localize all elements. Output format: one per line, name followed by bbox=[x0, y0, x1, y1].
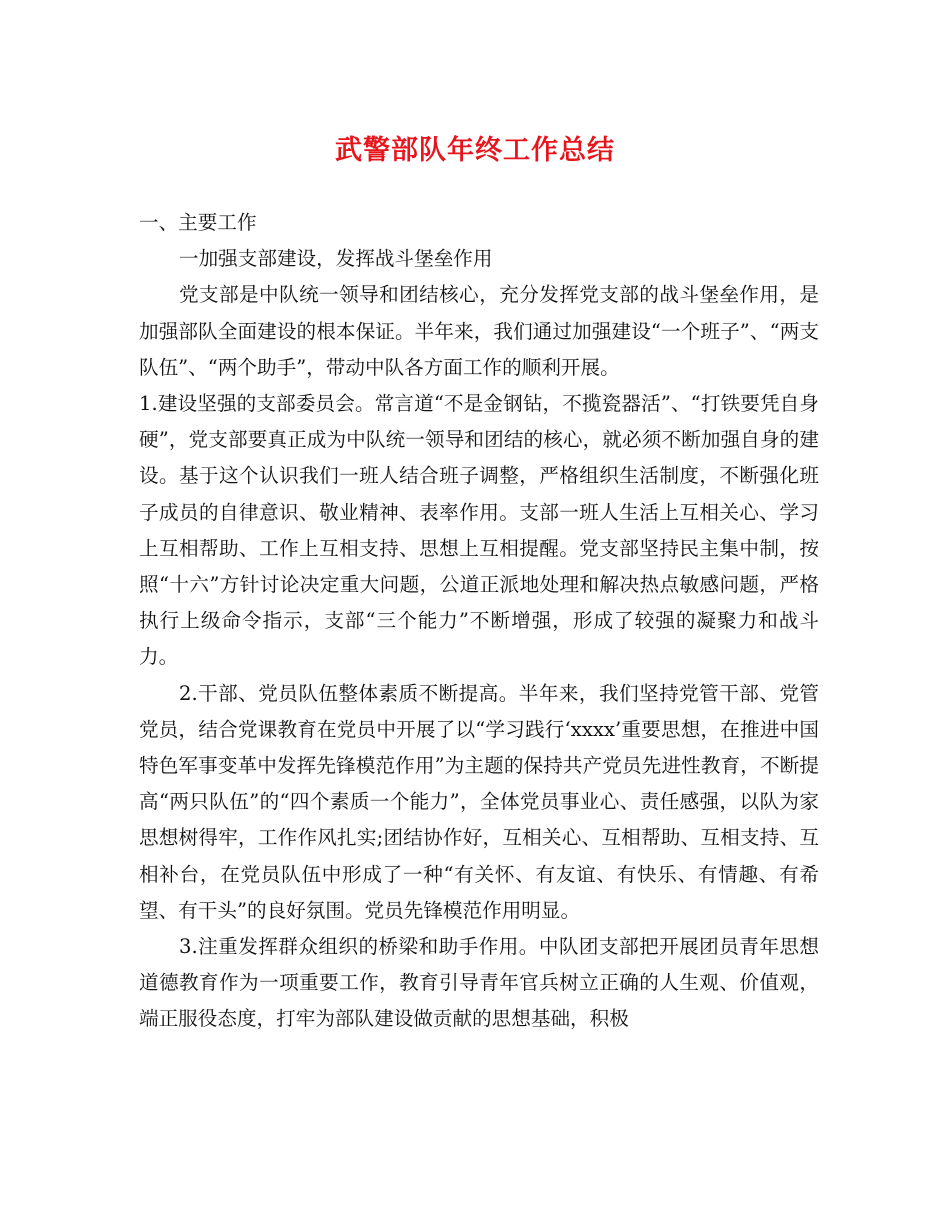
paragraph-item-3: 3.注重发挥群众组织的桥梁和助手作用。中队团支部把开展团员青年思想道德教育作为一项重要工作，教育引导青年官兵树立正确的人生观、价值观，端正服役态度，打牢为部队建设做贡献的思想基础，积极 bbox=[139, 935, 819, 1031]
paragraph-item-1: 1.建设坚强的支部委员会。常言道“不是金钢钻，不揽瓷器活”、“打铁要凭自身硬”，党支部要真正成为中队统一领导和团结的核心，就必须不断加强自身的建设。基于这个认识我们一班人结合班子调整，严格组织生活制度，不断强化班子成员的自律意识、敬业精神、表率作用。支部一班人生活上互相关心、学习上互相帮助、工作上互相支持、思想上互相提醒。党支部坚持民主集中制，按照“十六”方针讨论决定重大问题，公道正派地处理和解决热点敏感问题，严格执行上级命令指示，支部“三个能力”不断增强，形成了较强的凝聚力和战斗力。 bbox=[139, 392, 819, 669]
paragraph-item-2: 2.干部、党员队伍整体素质不断提高。半年来，我们坚持党管干部、党管党员，结合党课教育在党员中开展了以“学习践行‘xxxx’重要思想，在推进中国特色军事变革中发挥先锋模范作用”为主题的保持共产党员先进性教育，不断提高“两只队伍”的“四个素质一个能力”，全体党员事业心、责任感强，以队为家思想树得牢，工作作风扎实;团结协作好，互相关心、互相帮助、互相支持、互相补台，在党员队伍中形成了一种“有关怀、有友谊、有快乐、有情趣、有希望、有干头”的良好氛围。党员先锋模范作用明显。 bbox=[139, 681, 819, 922]
section-heading: 一、主要工作 bbox=[139, 211, 257, 234]
subsection-heading: 一加强支部建设，发挥战斗堡垒作用 bbox=[179, 247, 493, 271]
document-title: 武警部队年终工作总结 bbox=[335, 135, 615, 166]
document-body bbox=[139, 205, 819, 1038]
paragraph-intro: 党支部是中队统一领导和团结核心，充分发挥党支部的战斗堡垒作用，是加强部队全面建设的根本保证。半年来，我们通过加强建设“一个班子”、“两支队伍”、“两个助手”，带动中队各方面工作的顺利开展。 bbox=[139, 283, 819, 379]
